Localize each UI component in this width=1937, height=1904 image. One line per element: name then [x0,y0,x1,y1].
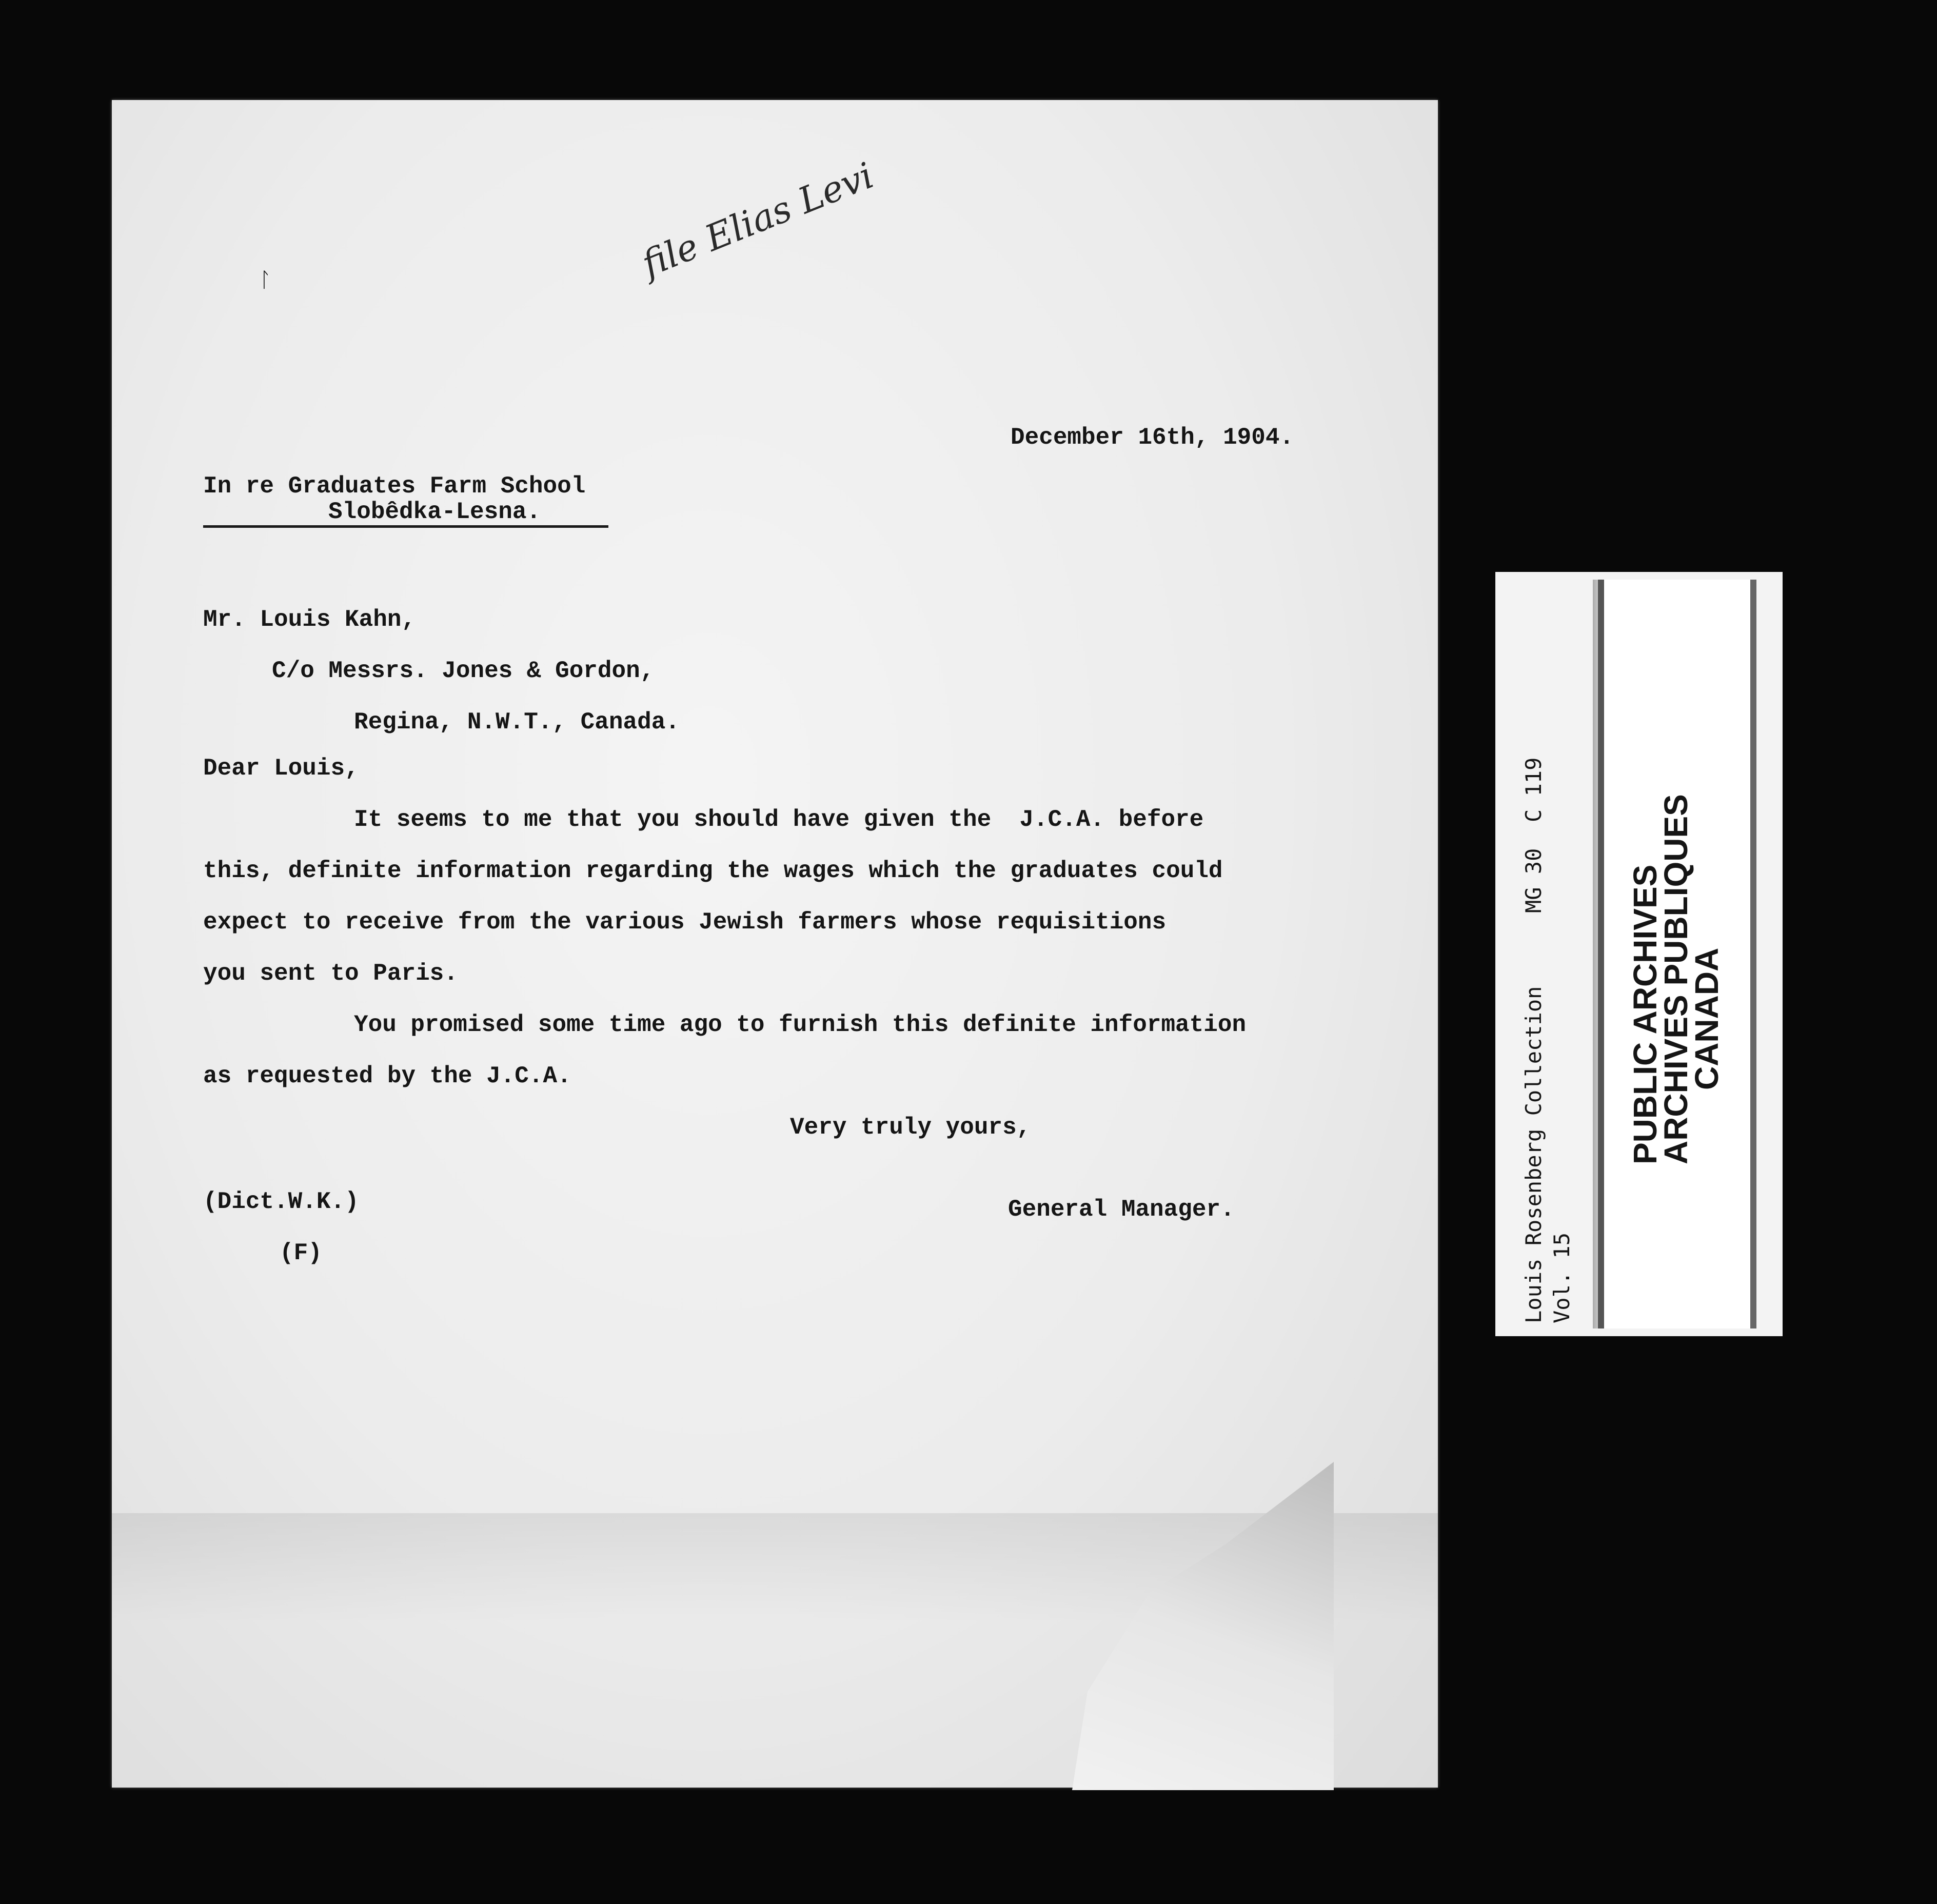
recipient-location: Regina, N.W.T., Canada. [354,709,680,736]
archive-name-fr: ARCHIVES PUBLIQUES [1657,794,1694,1164]
body-line: this, definite information regarding the wages which the graduates could [203,858,1223,884]
letter-date: December 16th, 1904. [1011,424,1294,451]
subject-underline [203,525,608,528]
handwritten-annotation: file Elias Levi [636,154,880,286]
recipient-name: Mr. Louis Kahn, [203,606,416,633]
body-line: as requested by the J.C.A. [203,1063,571,1089]
body-line: It seems to me that you should have given the J.C.A. before [354,806,1204,833]
salutation: Dear Louis, [203,755,359,782]
body-line: You promised some time ago to furnish this definite information [354,1012,1247,1038]
dictation-note: (Dict.W.K.) [203,1188,359,1215]
body-line: expect to receive from the various Jewish farmers whose requisitions [203,909,1167,936]
archive-name-en: PUBLIC ARCHIVES [1627,864,1664,1164]
collection-name: Louis Rosenberg Collection [1521,986,1546,1323]
closing: Very truly yours, [790,1114,1031,1141]
volume-number: Vol. 15 [1549,1232,1574,1323]
archive-reference: MG 30 C 119 [1521,757,1546,913]
archive-country: CANADA [1688,947,1725,1090]
filing-note: (F) [280,1240,322,1266]
margin-mark: ᛚ [259,270,271,293]
signature-title: General Manager. [1008,1196,1235,1223]
subject-line-2: Slobêdka-Lesna. [328,499,541,525]
body-line: you sent to Paris. [203,960,458,987]
recipient-care-of: C/o Messrs. Jones & Gordon, [272,658,655,684]
subject-line-1: In re Graduates Farm School [203,473,586,500]
